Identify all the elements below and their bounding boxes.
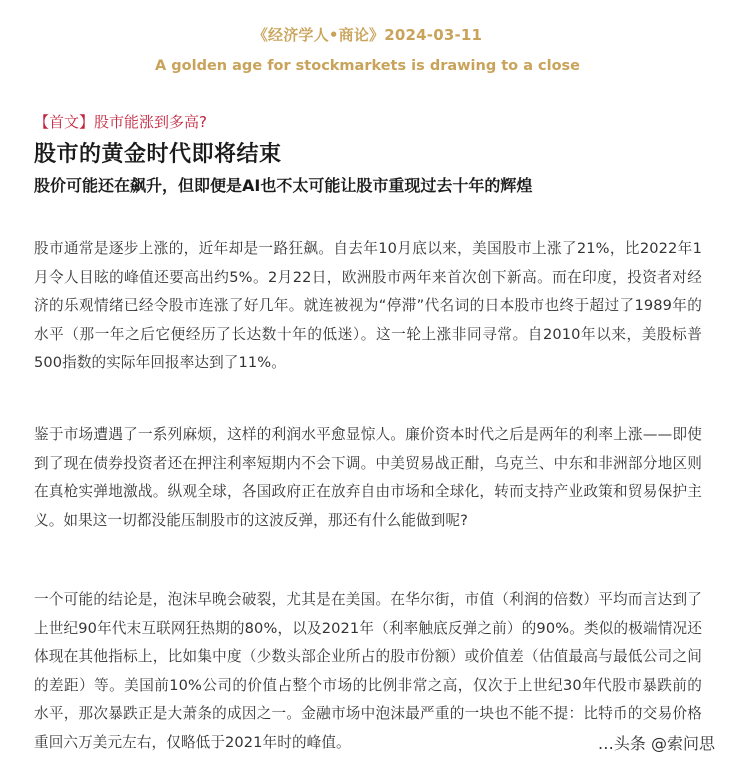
subheadline: 股价可能还在飙升，但即便是AI也不太可能让股市重现过去十年的辉煌 (34, 176, 533, 195)
english-title: A golden age for stockmarkets is drawing to a close (154, 58, 581, 74)
watermark: …头条 @索问思 (597, 734, 715, 753)
article-header (0, 24, 735, 77)
paragraph-1: 股市通常是逐步上涨的，近年却是一路狂飙。自去年10月底以来，美国股市上涨了21%，比2022年1月令人目眩的峰值还要高出约5%。2月22日，欧洲股市两年来首次创下新高。而在印度，投资者对经济的乐观情绪已经令股市连涨了好几年。就连被视为“停滞”代名词的日本股市也终于超过了1989年的水平（那一年之后它便经历了长达数十年的低迷）。这一轮上涨非同寻常。自2010年以来，美股标普500指数的实际年回报率达到了11%。 (34, 240, 702, 371)
paragraph-2: 鉴于市场遭遇了一系列麻烦，这样的利润水平愈显惊人。廉价资本时代之后是两年的利率上涨——即使到了现在债券投资者还在押注利率短期内不会下调。中美贸易战正酣，乌克兰、中东和非洲部分地区则在真枪实弹地激战。纵观全球，各国政府正在放弃自由市场和全球化，转而支持产业政策和贸易保护主义。如果这一切都没能压制股市的这波反弹，那还有什么能做到呢? (34, 426, 702, 529)
headline: 股市的黄金时代即将结束 (34, 142, 282, 167)
source-and-date: 《经济学人•商论》2024-03-11 (252, 26, 483, 44)
kicker: 【首文】股市能涨到多高? (34, 113, 207, 131)
paragraph-3: 一个可能的结论是，泡沫早晚会破裂，尤其是在美国。在华尔街，市值（利润的倍数）平均而言达到了上世纪90年代末互联网狂热期的80%，以及2021年（利率触底反弹之前）的90%。类似的极端情况还体现在其他指标上，比如集中度（少数头部企业所占的股市份额）或价值差（估值最高与最低公司之间的差距）等。美国前10%公司的价值占整个市场的比例非常之高，仅次于上世纪30年代股市暴跌前的水平，那次暴跌正是大萧条的成因之一。金融市场中泡沫最严重的一块也不能不提：比特币的交易价格重回六万美元左右，仅略低于2021年时的峰值。 (34, 591, 702, 751)
